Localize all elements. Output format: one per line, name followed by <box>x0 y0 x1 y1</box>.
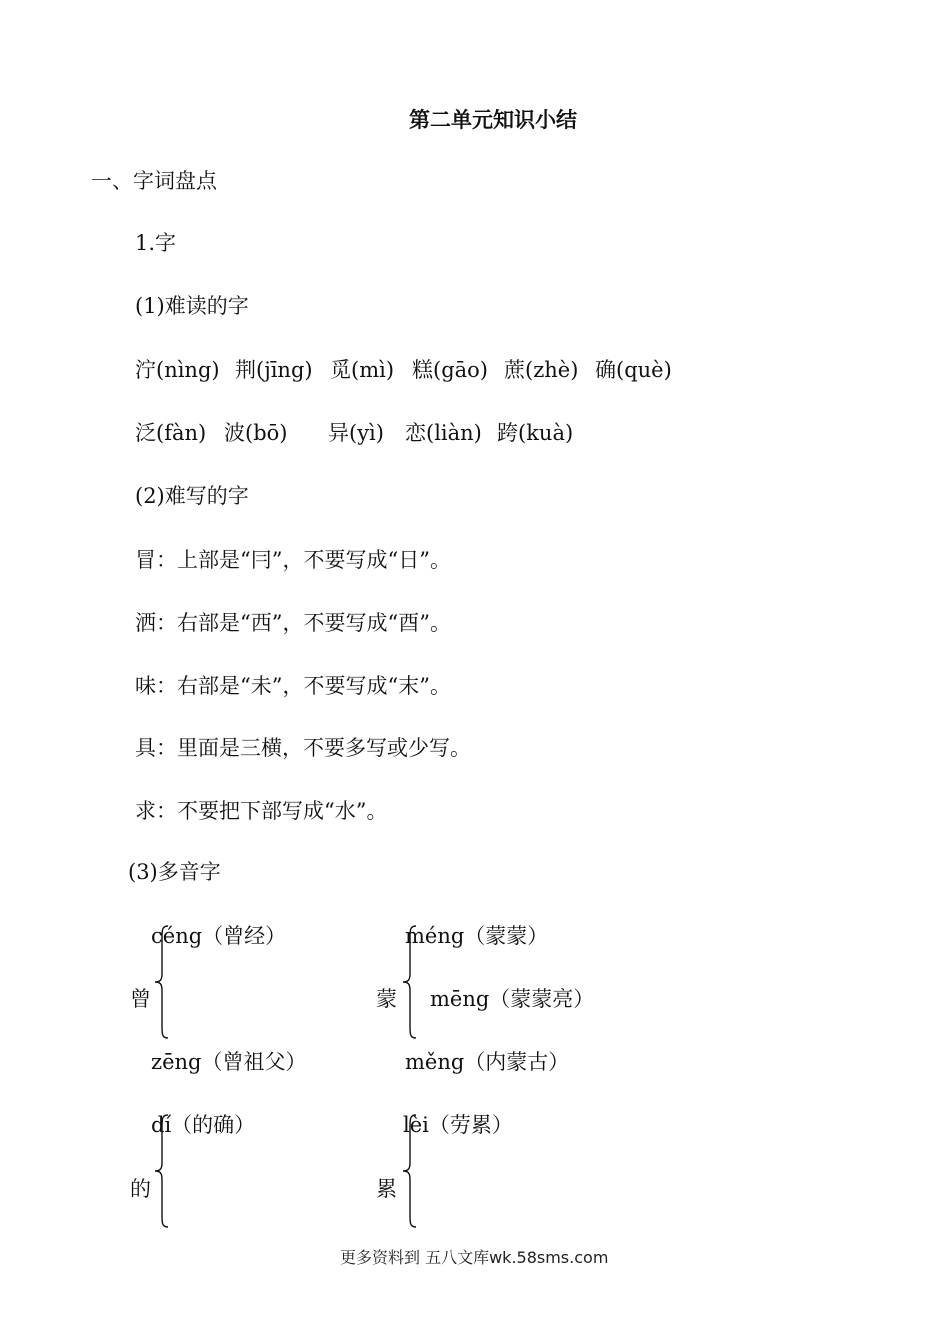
pinyin-item: 觅(mì) <box>330 358 395 382</box>
section-heading: 一、字词盘点 <box>91 169 217 193</box>
write-note: 味：右部是“未”，不要写成“末”。 <box>135 674 451 698</box>
pinyin-item: 蔗(zhè) <box>504 358 579 382</box>
brace-icon <box>400 924 420 1040</box>
footer-link[interactable]: 更多资料到 五八文库wk.58sms.com <box>340 1248 609 1267</box>
pinyin-item: 确(què) <box>595 358 672 382</box>
pinyin-item: 异(yì) <box>328 421 384 445</box>
pinyin-item: 荆(jīng) <box>235 358 313 382</box>
polyphonic-reading: dí（的确） <box>151 1113 256 1137</box>
brace-icon <box>152 924 172 1040</box>
polyphonic-char: 累 <box>376 1177 397 1201</box>
brace-icon <box>400 1113 420 1229</box>
polyphonic-reading: céng（曾经） <box>151 924 287 948</box>
pinyin-item: 泛(fàn) <box>135 421 207 445</box>
write-note: 洒：右部是“西”，不要写成“酉”。 <box>135 611 451 635</box>
polyphonic-reading: měng（内蒙古） <box>405 1050 570 1074</box>
subsection-chars: 1.字 <box>135 231 177 255</box>
pinyin-item: 糕(gāo) <box>412 358 488 382</box>
polyphonic-reading: lèi（劳累） <box>403 1113 513 1137</box>
subheading-polyphonic: (3)多音字 <box>128 860 221 884</box>
polyphonic-char: 的 <box>130 1177 151 1201</box>
write-note: 具：里面是三横，不要多写或少写。 <box>135 736 471 760</box>
polyphonic-char: 曾 <box>130 987 151 1011</box>
subheading-hard-to-read: (1)难读的字 <box>135 294 249 318</box>
polyphonic-reading: mēng（蒙蒙亮） <box>430 987 595 1011</box>
polyphonic-reading: zēng（曾祖父） <box>151 1050 307 1074</box>
pinyin-item: 恋(liàn) <box>405 421 482 445</box>
pinyin-item: 波(bō) <box>224 421 288 445</box>
polyphonic-char: 蒙 <box>376 987 397 1011</box>
write-note: 冒：上部是“冃”，不要写成“日”。 <box>135 548 451 572</box>
page-title: 第二单元知识小结 <box>409 107 577 132</box>
polyphonic-reading: méng（蒙蒙） <box>405 924 549 948</box>
pinyin-item: 跨(kuà) <box>497 421 574 445</box>
brace-icon <box>152 1113 172 1229</box>
subheading-hard-to-write: (2)难写的字 <box>135 484 249 508</box>
write-note: 求：不要把下部写成“水”。 <box>135 799 388 823</box>
pinyin-item: 泞(nìng) <box>135 358 220 382</box>
